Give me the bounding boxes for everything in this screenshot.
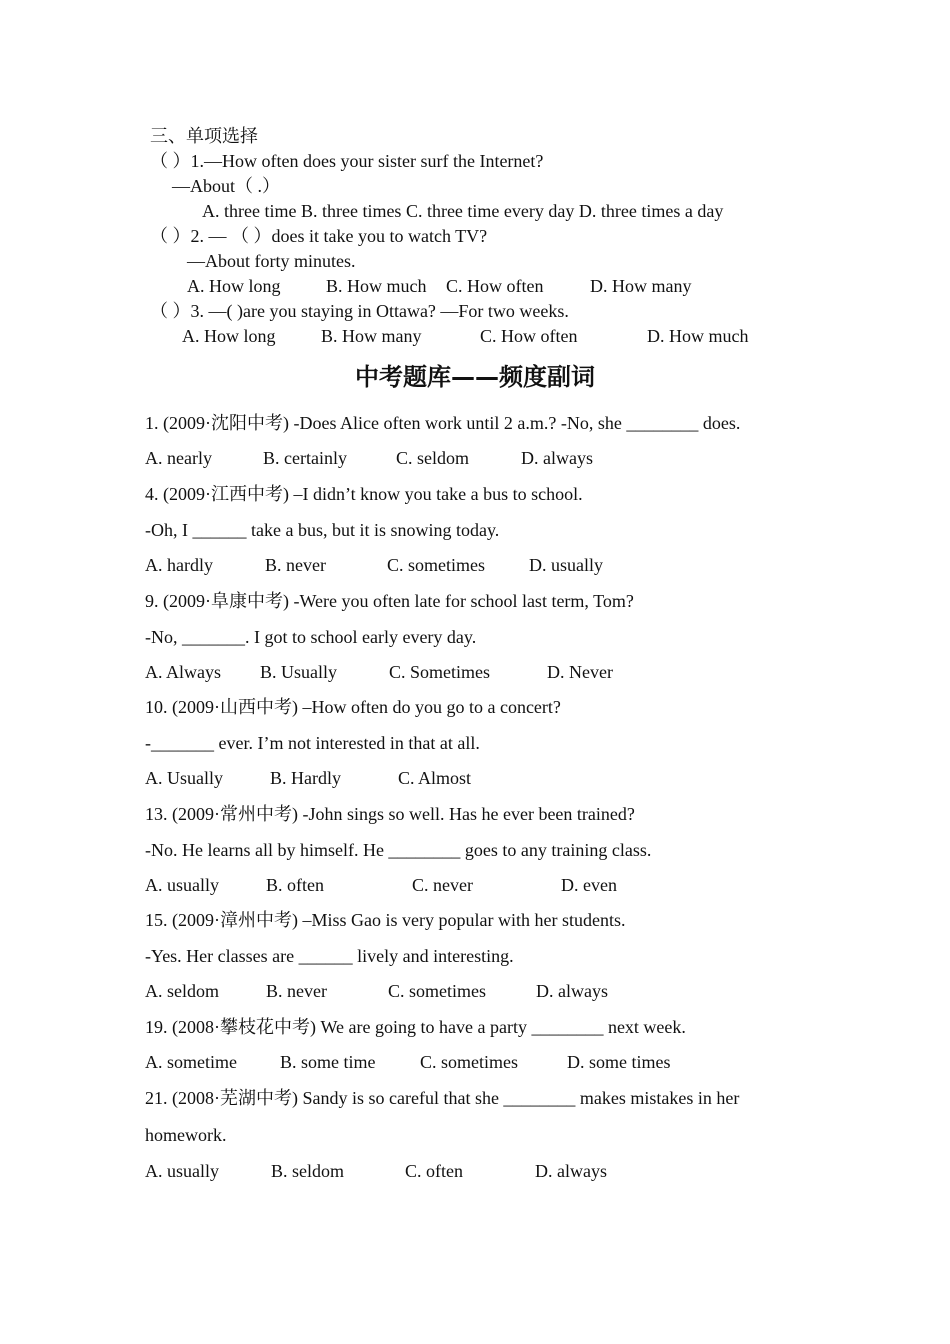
question-options	[0, 275, 950, 297]
option: B. How much	[326, 276, 427, 296]
option: A. How long	[187, 276, 281, 296]
option: A. Always	[145, 662, 221, 682]
option: A. hardly	[145, 555, 213, 575]
question-line: 10. (2009·山西中考) –How often do you go to a concert?	[145, 697, 561, 717]
option: C. Sometimes	[389, 662, 491, 682]
question-options	[0, 1051, 950, 1073]
option: D. Never	[547, 662, 613, 682]
question-line: -Oh, I ______ take a bus, but it is snowing today.	[145, 520, 500, 540]
question-line: 9. (2009·阜康中考) -Were you often late for school last term, Tom?	[145, 591, 634, 611]
question-line: 4. (2009·江西中考) –I didn’t know you take a bus to school.	[145, 484, 583, 504]
option: A. usually	[145, 875, 219, 895]
question-line: -Yes. Her classes are ______ lively and interesting.	[145, 946, 514, 966]
option: C. How often	[446, 276, 544, 296]
question-line: -_______ ever. I’m not interested in that at all.	[145, 733, 480, 753]
question-line: 1. (2009·沈阳中考) -Does Alice often work until 2 a.m.? -No, she ________ does.	[145, 413, 741, 433]
question-options	[0, 554, 950, 576]
option: A. usually	[145, 1161, 219, 1181]
option: A. nearly	[145, 448, 212, 468]
question-line: 21. (2008·芜湖中考) Sandy is so careful that she ________ makes mistakes in her	[145, 1088, 740, 1108]
question-options	[0, 980, 950, 1002]
question-answer: —About forty minutes.	[187, 251, 356, 271]
option: C. seldom	[396, 448, 470, 468]
option: A. How long	[182, 326, 276, 346]
question-answer: —About（ .）	[172, 176, 280, 196]
question-options	[0, 874, 950, 896]
question-options	[0, 661, 950, 683]
option: B. some time	[280, 1052, 376, 1072]
option: C. Almost	[398, 768, 472, 788]
option: C. often	[405, 1161, 463, 1181]
question-line: 13. (2009·常州中考) -John sings so well. Has he ever been trained?	[145, 804, 635, 824]
question-line: -No, _______. I got to school early every day.	[145, 627, 477, 647]
question-options: A. three time B. three times C. three time every day D. three times a day	[202, 201, 724, 221]
section-heading: 三、单项选择	[150, 126, 258, 146]
option: A. seldom	[145, 981, 219, 1001]
option: D. always	[521, 448, 593, 468]
question-line: -No. He learns all by himself. He ________ goes to any training class.	[145, 840, 652, 860]
option: D. How many	[590, 276, 692, 296]
question-line: 19. (2008·攀枝花中考) We are going to have a party ________ next week.	[145, 1017, 686, 1037]
question-options	[0, 767, 950, 789]
option: C. sometimes	[420, 1052, 518, 1072]
option: D. even	[561, 875, 617, 895]
question-stem: （ ）1.—How often does your sister surf the Internet?	[150, 151, 544, 171]
question-line: 15. (2009·漳州中考) –Miss Gao is very popular with her students.	[145, 910, 626, 930]
option: C. sometimes	[387, 555, 485, 575]
question-options	[0, 1160, 950, 1182]
option: B. never	[265, 555, 326, 575]
option: D. always	[536, 981, 608, 1001]
option: C. never	[412, 875, 473, 895]
option: B. Usually	[260, 662, 338, 682]
option: D. always	[535, 1161, 607, 1181]
option: B. How many	[321, 326, 422, 346]
question-stem: （ ）2. — （ ）does it take you to watch TV?	[150, 226, 488, 246]
option: A. sometime	[145, 1052, 237, 1072]
option: D. How much	[647, 326, 749, 346]
option: A. Usually	[145, 768, 223, 788]
question-line: homework.	[145, 1125, 227, 1145]
option: D. usually	[529, 555, 603, 575]
option: B. certainly	[263, 448, 347, 468]
option: D. some times	[567, 1052, 671, 1072]
option: C. sometimes	[388, 981, 486, 1001]
option: C. How often	[480, 326, 578, 346]
option: B. never	[266, 981, 327, 1001]
page-title: 中考题库——频度副词	[355, 363, 595, 391]
question-options	[0, 325, 950, 347]
option: B. often	[266, 875, 324, 895]
question-stem: （ ）3. —( )are you staying in Ottawa? —For two weeks.	[150, 301, 569, 321]
option: B. Hardly	[270, 768, 341, 788]
option: B. seldom	[271, 1161, 345, 1181]
question-options	[0, 447, 950, 469]
